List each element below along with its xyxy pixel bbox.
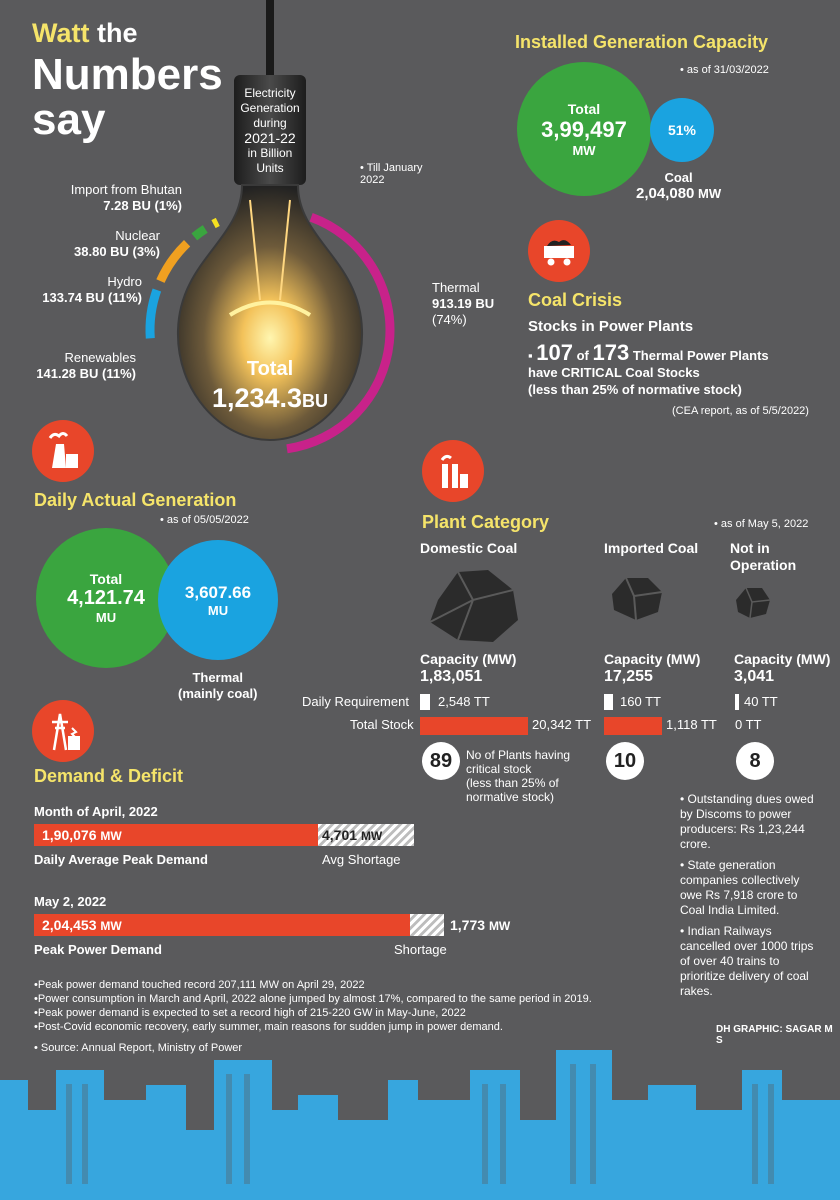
may-demand-label: Peak Power Demand [34,942,162,957]
total-stock-value-notinop: 0 TT [735,717,762,732]
critical-count-notinop: 8 [736,742,774,780]
transmission-tower-icon [32,700,94,762]
installed-coal-circle: 51% [650,98,714,162]
coal-lump-medium-icon [604,572,666,622]
title-numbers: Numbers [32,50,223,99]
plant-cat-domestic: Domestic Coal [420,540,518,556]
till-note: • Till January 2022 [360,162,423,186]
source-note: • Source: Annual Report, Ministry of Power [34,1042,243,1054]
coal-lump-small-icon [732,584,772,620]
installed-total-circle: Total 3,99,497 MW [517,62,651,196]
label-hydro: Hydro 133.74 BU (11%) [42,274,142,305]
title-the: the [97,18,138,48]
notes-list [34,978,674,1034]
dues-item: • Indian Railways cancelled over 1000 trips of over 40 trains to prioritize delivery of coal rakes. [680,924,814,998]
total-stock-value-imported: 1,118 TT [666,717,717,732]
note-item: •Peak power demand touched record 207,111 MW on April 29, 2022 [34,979,365,991]
arc-segment-hydro [160,243,187,281]
graphic-credit: DH GRAPHIC: SAGAR M S [716,1024,833,1046]
plant-cat-imported: Imported Coal [604,540,699,556]
bulb-label-line: in Billion Units [247,146,293,175]
coal-crisis-note: (CEA report, as of 5/5/2022) [672,405,809,417]
arc-segment-renewables [150,290,157,338]
daily-req-label: Daily Requirement [302,694,409,709]
power-plant-icon [32,420,94,482]
plant-cat-notinop: Not in Operation [730,540,797,573]
daily-req-value-notinop: 40 TT [744,694,778,709]
factory-icon [422,440,484,502]
note-item: •Post-Covid economic recovery, early summer, main reasons for sudden jump in power demand. [34,1021,503,1033]
bulb-label-year: 2021-22 [244,130,296,146]
plant-capacity-domestic: Capacity (MW) 1,83,051 [420,651,517,685]
april-demand-label: Daily Average Peak Demand [34,852,208,867]
arc-segment-import-from-bhutan [214,222,218,224]
installed-asof: • as of 31/03/2022 [680,64,769,76]
critical-text: No of Plants having critical stock (less than 25% of normative stock) [466,748,571,804]
installed-coal-label: Coal 2,04,080 MW [636,170,722,202]
plant-heading: Plant Category [422,512,550,532]
daily-req-bar-domestic [420,694,430,710]
daily-thermal-label: Thermal (mainly coal) [178,670,258,701]
bulb-total-label: Total [246,358,294,380]
daily-req-bar-imported [604,694,613,710]
title-watt: Watt [32,18,90,48]
april-shortage-label: Avg Shortage [322,852,401,867]
total-stock-label: Total Stock [350,717,414,732]
dues-list [680,792,820,999]
dues-item: • Outstanding dues owed by Discoms to power producers: Rs 1,23,244 crore. [680,792,814,851]
bulb-total-value: 1,234.3 [211,383,303,413]
bulb-total-unit: BU [302,391,329,411]
coal-lump-large-icon [418,560,528,650]
daily-req-value-domestic: 2,548 TT [438,694,490,709]
note-item: •Peak power demand is expected to set a record high of 215-220 GW in May-June, 2022 [34,1007,466,1019]
critical-count-domestic: 89 [422,742,460,780]
plant-capacity-notinop: Capacity (MW) 3,041 [734,651,831,685]
arc-segment-thermal [287,217,390,449]
daily-asof: • as of 05/05/2022 [160,514,249,526]
daily-req-bar-notinop [735,694,739,710]
city-skyline-illustration [0,1040,840,1200]
total-stock-bar-imported [604,717,662,735]
total-stock-bar-domestic [420,717,528,735]
april-demand-value: 1,90,076 MW [42,827,122,843]
april-heading: Month of April, 2022 [34,804,158,819]
may-demand-value: 2,04,453 MW [42,917,122,933]
daily-req-value-imported: 160 TT [620,694,661,709]
total-stock-value-domestic: 20,342 TT [532,717,592,732]
may-shortage-value: 1,773 MW [450,917,511,933]
label-nuclear: Nuclear 38.80 BU (3%) [74,228,160,259]
demand-heading: Demand & Deficit [34,766,184,786]
may-heading: May 2, 2022 [34,894,107,909]
daily-thermal-circle: 3,607.66 MU [158,540,278,660]
note-item: •Power consumption in March and April, 2022 alone jumped by almost 17%, compared to the same period in 2019. [34,993,592,1005]
plant-asof: • as of May 5, 2022 [714,518,809,530]
may-shortage-bar [410,914,444,936]
bulb-label-line: Generation [240,101,300,115]
coal-cart-icon [528,220,590,282]
label-thermal: Thermal 913.19 BU (74%) [432,280,495,327]
coal-crisis-text: ▪ 107 of 173 Thermal Power Plants have CRITICAL Coal Stocks (less than 25% of normative stock) [528,340,769,397]
title-say: say [32,95,106,144]
bulb-label-line: during [253,116,287,130]
installed-heading: Installed Generation Capacity [515,32,769,52]
plant-capacity-imported: Capacity (MW) 17,255 [604,651,701,685]
arc-segment-nuclear [194,229,205,237]
may-shortage-label: Shortage [394,942,447,957]
daily-heading: Daily Actual Generation [34,490,237,510]
daily-total-circle: Total 4,121.74 MU [36,528,176,668]
label-renewables: Renewables 141.28 BU (11%) [36,350,136,381]
bulb-label-line: Electricity [244,86,296,100]
coal-crisis-sub: Stocks in Power Plants [528,318,694,335]
critical-count-imported: 10 [606,742,644,780]
label-bhutan: Import from Bhutan 7.28 BU (1%) [70,182,182,213]
april-shortage-value: 4,701 MW [322,827,383,843]
dues-item: • State generation companies collectively owe Rs 7,918 crore to Coal India Limited. [680,858,800,917]
coal-crisis-heading: Coal Crisis [528,290,623,310]
